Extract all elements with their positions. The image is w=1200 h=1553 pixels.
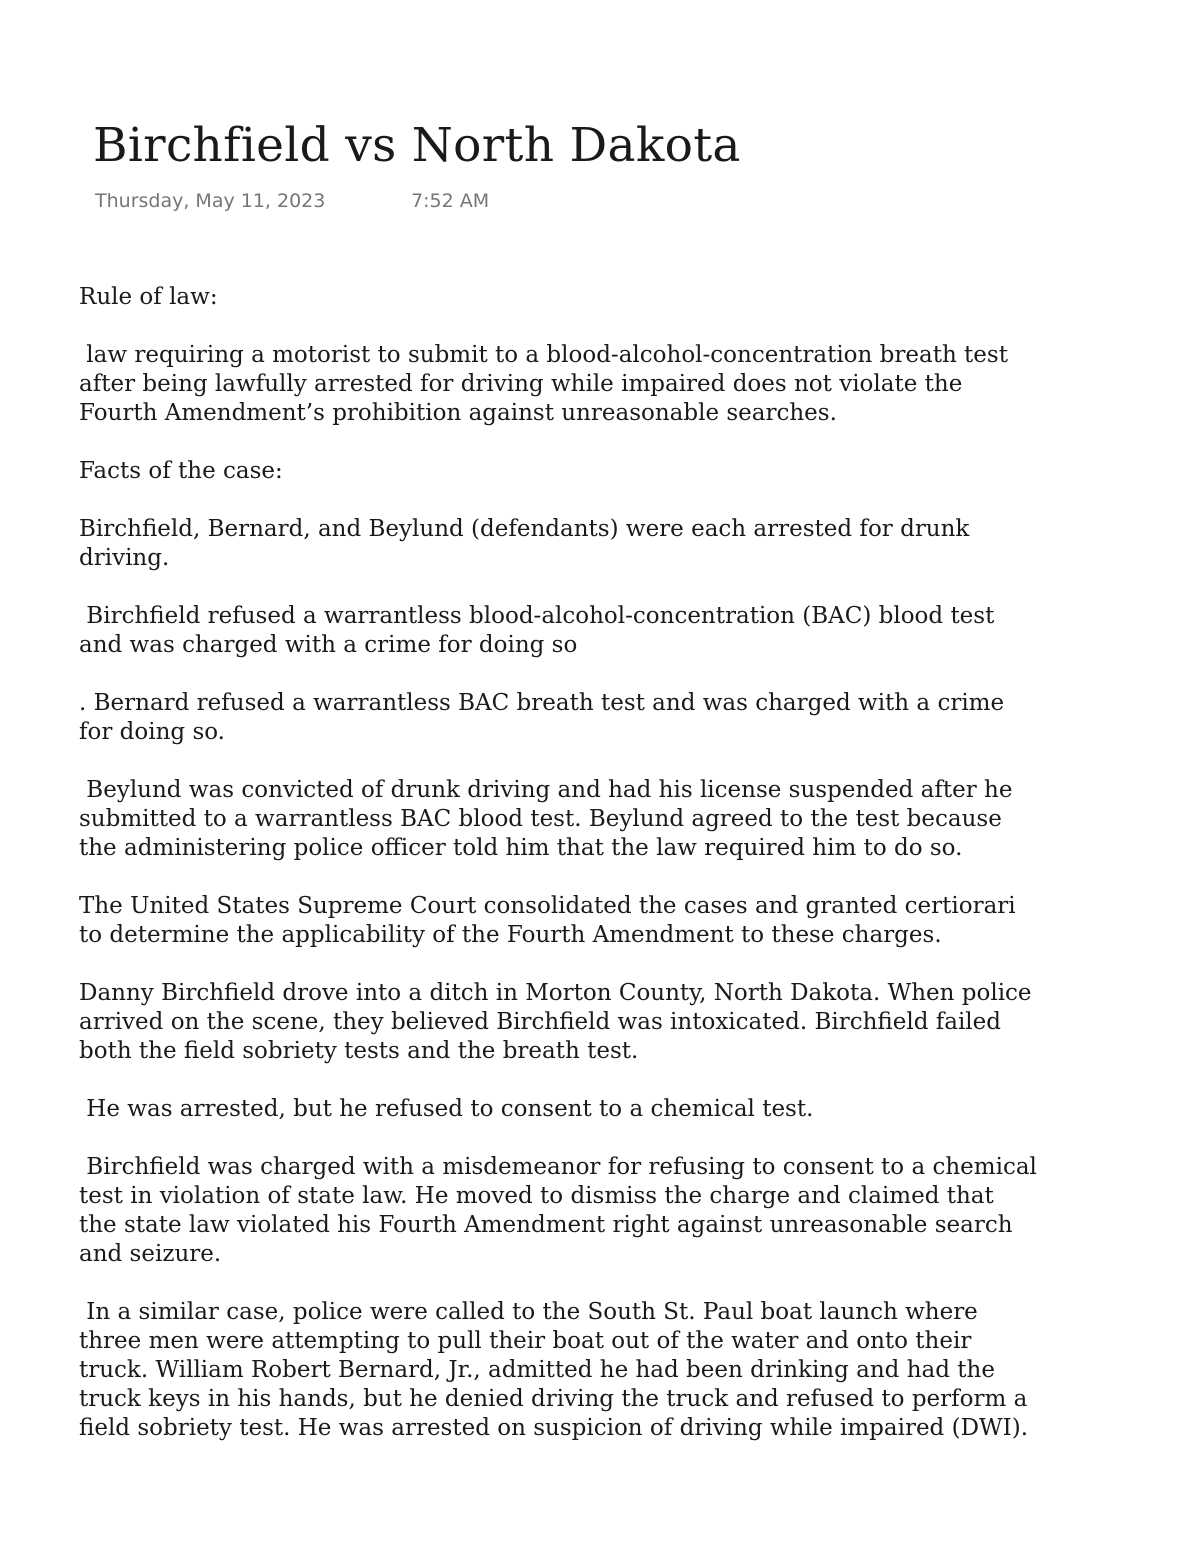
text-line: for doing so. — [79, 719, 225, 745]
text-line: Danny Birchfield drove into a ditch in Morton County, North Dakota. When police — [79, 980, 1032, 1006]
text-line: truck keys in his hands, but he denied driving the truck and refused to perform a — [79, 1386, 1028, 1412]
text-line: the state law violated his Fourth Amendment right against unreasonable search — [79, 1212, 1013, 1238]
paragraph-rule-heading — [79, 283, 1200, 312]
paragraph-bernard-refusal — [79, 689, 1200, 747]
text-line: test in violation of state law. He moved to dismiss the charge and claimed that — [79, 1183, 994, 1209]
text-line: field sobriety test. He was arrested on suspicion of driving while impaired (DWI). — [79, 1415, 1029, 1441]
note-date: Thursday, May 11, 2023 — [95, 190, 326, 212]
paragraph-ditch — [79, 979, 1200, 1066]
text-line: both the field sobriety tests and the breath test. — [79, 1038, 639, 1064]
paragraph-facts-heading — [79, 457, 1200, 486]
paragraph-bernard-case — [79, 1298, 1200, 1443]
paragraph-rule-of-law — [79, 341, 1200, 428]
text-line: Fourth Amendment’s prohibition against unreasonable searches. — [79, 400, 837, 426]
text-line: submitted to a warrantless BAC blood test. Beylund agreed to the test because — [79, 806, 1002, 832]
text-line: He was arrested, but he refused to consent to a chemical test. — [79, 1096, 814, 1122]
note-body — [79, 283, 1200, 1472]
text-line: In a similar case, police were called to the South St. Paul boat launch where — [79, 1299, 978, 1325]
text-line: Birchfield, Bernard, and Beylund (defendants) were each arrested for drunk — [79, 516, 970, 542]
text-line: Rule of law: — [79, 284, 218, 310]
text-line: and seizure. — [79, 1241, 222, 1267]
text-line: driving. — [79, 545, 170, 571]
page-title: Birchfield vs North Dakota — [93, 118, 741, 173]
text-line: the administering police officer told him that the law required him to do so. — [79, 835, 963, 861]
paragraph-arrested — [79, 1095, 1200, 1124]
text-line: The United States Supreme Court consolidated the cases and granted certiorari — [79, 893, 1016, 919]
paragraph-certiorari — [79, 892, 1200, 950]
paragraph-misdemeanor — [79, 1153, 1200, 1269]
text-line: Birchfield refused a warrantless blood-alcohol-concentration (BAC) blood test — [79, 603, 995, 629]
text-line: law requiring a motorist to submit to a blood-alcohol-concentration breath test — [79, 342, 1008, 368]
text-line: arrived on the scene, they believed Birchfield was intoxicated. Birchfield failed — [79, 1009, 1001, 1035]
paragraph-beylund — [79, 776, 1200, 863]
text-line: Beylund was convicted of drunk driving and had his license suspended after he — [79, 777, 1013, 803]
paragraph-birchfield-refusal — [79, 602, 1200, 660]
paragraph-defendants — [79, 515, 1200, 573]
text-line: Facts of the case: — [79, 458, 283, 484]
text-line: after being lawfully arrested for driving while impaired does not violate the — [79, 371, 963, 397]
note-timestamp — [95, 190, 490, 212]
text-line: truck. William Robert Bernard, Jr., admitted he had been drinking and had the — [79, 1357, 995, 1383]
text-line: . Bernard refused a warrantless BAC breath test and was charged with a crime — [79, 690, 1005, 716]
text-line: three men were attempting to pull their boat out of the water and onto their — [79, 1328, 972, 1354]
text-line: to determine the applicability of the Fourth Amendment to these charges. — [79, 922, 942, 948]
text-line: Birchfield was charged with a misdemeanor for refusing to consent to a chemical — [79, 1154, 1037, 1180]
text-line: and was charged with a crime for doing so — [79, 632, 578, 658]
note-time: 7:52 AM — [411, 190, 490, 212]
